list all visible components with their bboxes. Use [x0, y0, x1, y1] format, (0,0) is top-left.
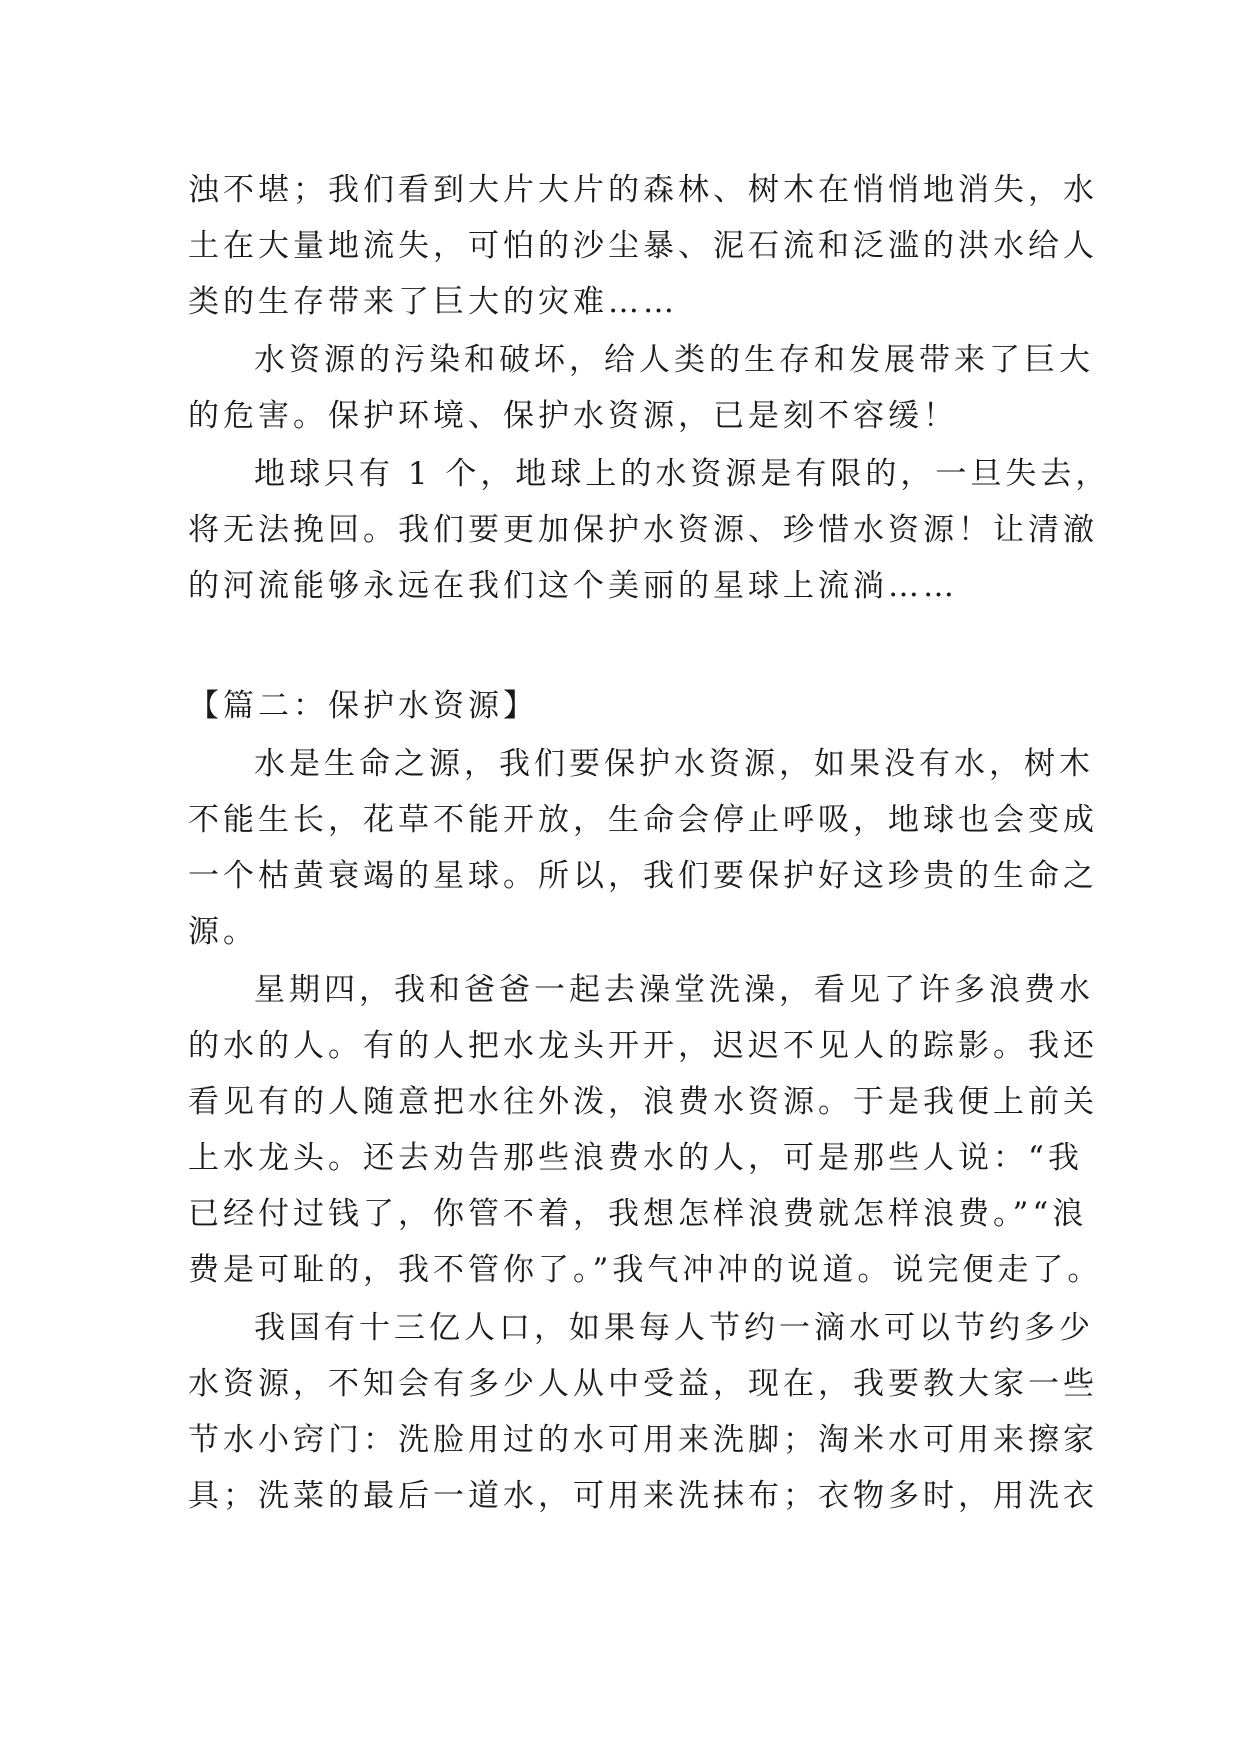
text-line: 土在大量地流失，可怕的沙尘暴、泥石流和泛滥的洪水给人 — [188, 228, 1098, 264]
paragraph-start-line: 地球只有 1 个，地球上的水资源是有限的，一旦失去， — [254, 456, 1111, 492]
text-line: 费是可耻的，我不管你了。”我气冲冲的说道。说完便走了。 — [188, 1252, 1103, 1288]
text-line: 的河流能够永远在我们这个美丽的星球上流淌…… — [188, 568, 958, 604]
text-line: 一个枯黄衰竭的星球。所以，我们要保护好这珍贵的生命之 — [188, 858, 1098, 894]
text-line: 类的生存带来了巨大的灾难…… — [188, 284, 678, 320]
text-line: 上水龙头。还去劝告那些浪费水的人，可是那些人说：“我 — [188, 1140, 1083, 1176]
text-line: 具；洗菜的最后一道水，可用来洗抹布；衣物多时，用洗衣 — [188, 1478, 1098, 1514]
text-line: 的水的人。有的人把水龙头开开，迟迟不见人的踪影。我还 — [188, 1028, 1098, 1064]
text-line: 节水小窍门：洗脸用过的水可用来洗脚；淘米水可用来擦家 — [188, 1422, 1098, 1458]
text-line: 看见有的人随意把水往外泼，浪费水资源。于是我便上前关 — [188, 1084, 1098, 1120]
text-line: 水资源，不知会有多少人从中受益，现在，我要教大家一些 — [188, 1366, 1098, 1402]
text-line: 已经付过钱了，你管不着，我想怎样浪费就怎样浪费。”“浪 — [188, 1196, 1088, 1232]
section-heading: 【篇二：保护水资源】 — [188, 688, 538, 724]
paragraph-start-line: 星期四，我和爸爸一起去澡堂洗澡，看见了许多浪费水 — [254, 972, 1094, 1008]
paragraph-start-line: 水资源的污染和破坏，给人类的生存和发展带来了巨大 — [254, 342, 1094, 378]
paragraph-start-line: 水是生命之源，我们要保护水资源，如果没有水，树木 — [254, 746, 1094, 782]
text-line: 浊不堪；我们看到大片大片的森林、树木在悄悄地消失，水 — [188, 172, 1098, 208]
text-line: 不能生长，花草不能开放，生命会停止呼吸，地球也会变成 — [188, 802, 1098, 838]
text-line: 源。 — [188, 914, 258, 950]
paragraph-start-line: 我国有十三亿人口，如果每人节约一滴水可以节约多少 — [254, 1310, 1094, 1346]
text-line: 将无法挽回。我们要更加保护水资源、珍惜水资源！让清澈 — [188, 512, 1098, 548]
text-line: 的危害。保护环境、保护水资源，已是刻不容缓！ — [188, 398, 958, 434]
